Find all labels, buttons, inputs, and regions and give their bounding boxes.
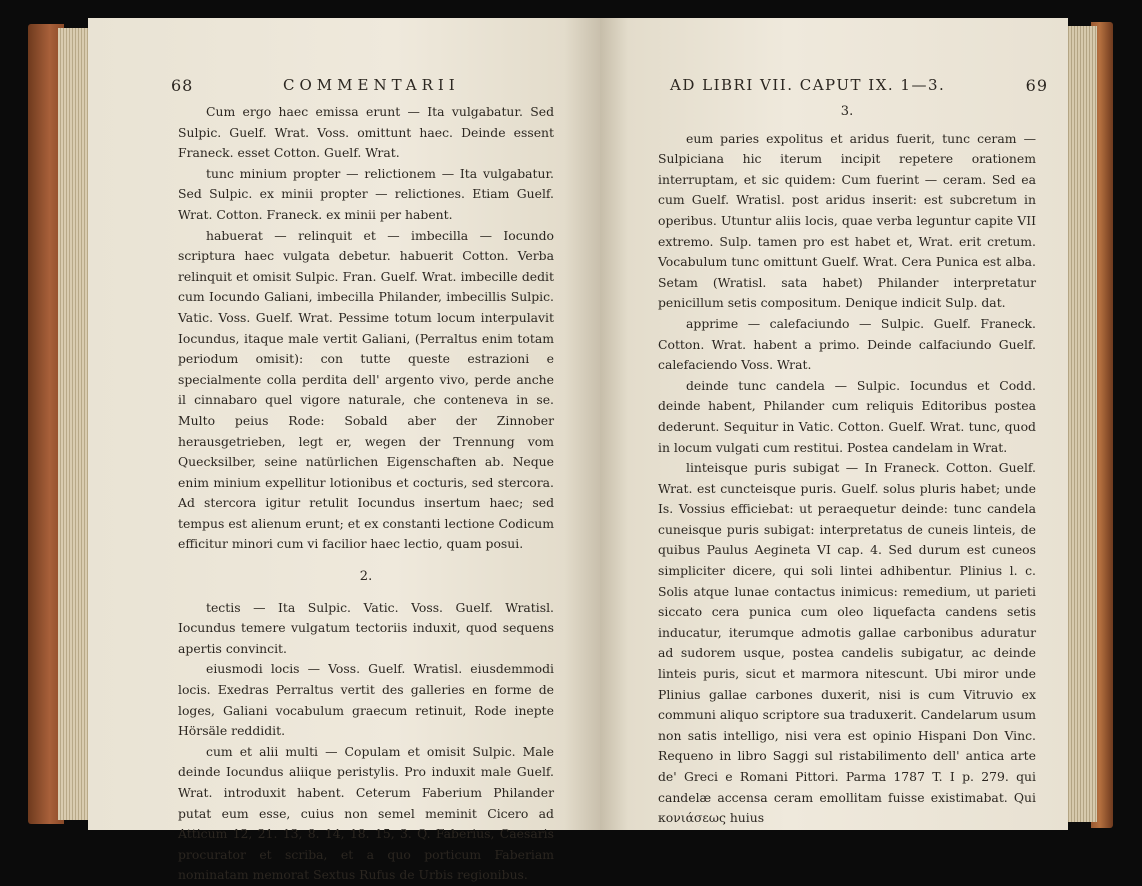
- right-page-text: [658, 102, 1036, 829]
- paragraph: cum et alii multi — Copulam et omisit Sulpic. Male deinde Iocundus aliique peristylis. Pro induxit male Guelf. Wrat. introduxit habent. Ceterum Faberium Philander putat eum esse, cuius non semel meminit Cicero ad Atticum 12, 21. 13, 8. 14, 18. 15, 3. Q. Faberius, Caesaris procurator et scriba, et a quo porticum Faberiam nominatam memorat Sextus Rufus de Urbis regionibus.: [178, 743, 554, 883]
- left-running-title: COMMENTARII: [283, 76, 460, 94]
- section-number: 2.: [359, 569, 373, 585]
- paragraph: linteisque puris subigat — In Franeck. Cotton. Guelf. Wrat. est cuncteisque puris. Guelf. solus pluris habet; unde Is. Vossius efficiebat: ut peraequetur deinde: tunc candela cuneisque puris subigat: interpretatus de cuneis linteis, de quibus Paulus Aegineta VI cap. 4. Sed durum est cuneos simpliciter dicere, qui soli lintei adhibentur. Plinius l. c. Solis atque lunae contactus inimicus: remedium, ut parieti siccato cera punica cum oleo liquefacta candens setis inducatur, iterumque admotis gallae carbonibus aduratur ad sudorem usque, postea candelis subigatur, ac deinde linteis puris, sicut et marmora nitescunt. Ubi miror unde Plinius gallae carbones duxerit, nisi is cum Vitruvio ex communi aliquo scriptore sua traduxerit. Candelarum usum non satis intelligo, nisi vera est opinio Hispani Don Vinc. Requeno in libro Saggi sul ristabilimento dell' antica arte de' Greci e Romani Pittori. Parma 1787 T. I p. 279. qui candelæ accensa ceram emollitam fuisse existimabat. Qui κονιάσεως huius: [658, 460, 1036, 826]
- paragraph: apprime — calefaciundo — Sulpic. Guelf. Franeck. Cotton. Wrat. habent a primo. Deinde calfaciundo Guelf. calefaciendo Voss. Wrat.: [658, 315, 1036, 373]
- paragraph: Cum ergo haec emissa erunt — Ita vulgabatur. Sed Sulpic. Guelf. Wrat. Voss. omittunt haec. Deinde essent Franeck. esset Cotton. Guelf. Wrat.: [178, 104, 554, 161]
- section-number: 3.: [840, 104, 854, 119]
- paragraph: tectis — Ita Sulpic. Vatic. Voss. Guelf. Wratisl. Iocundus temere vulgatum tectoriis induxit, quod sequens apertis convincit.: [178, 599, 554, 656]
- left-page-text: [178, 102, 554, 886]
- paragraph: habuerat — relinquit et — imbecilla — Iocundo scriptura haec vulgata debetur. habuerit Cotton. Verba relinquit et omisit Sulpic. Fran. Guelf. Wrat. imbecille dedit cum Iocundo Galiani, imbecilla Philander, imbecillis Sulpic. Vatic. Voss. Guelf. Wrat. Pessime totum locum interpulavit Iocundus, itaque male vertit Galiani, (Perraltus enim totam periodum omisit): con tutte queste estrazioni e specialmente colla perdita dell' argento vivo, perde anche il cinnabaro quel vigore naturale, che conteneva in se. Multo peius Rode: Sobald aber der Zinnober herausgetrieben, legt er, wegen der Trennung vom Quecksilber, seine natürlichen Eigenschaften ab. Neque enim minium expellitur lotionibus et cocturis, sed stercora. Ad stercora igitur retulit Iocundus insertum haec; sed tempus est alienum erunt; et ex constanti lectione Codicum efficitur minori cum vi facilior haec lectio, quam posui.: [178, 227, 554, 552]
- left-page-number: 68: [171, 76, 194, 95]
- paragraph: deinde tunc candela — Sulpic. Iocundus et Codd. deinde habent, Philander cum reliquis Editoribus postea dederunt. Sequitur in Vatic. Cotton. Guelf. Wrat. tunc, quod in locum vulgati cum restitui. Postea candelam in Wrat.: [658, 377, 1036, 455]
- page-edges-left: [58, 28, 88, 820]
- left-running-head: [171, 76, 561, 95]
- paragraph: tunc minium propter — relictionem — Ita vulgabatur. Sed Sulpic. ex minii propter — relictiones. Etiam Guelf. Wrat. Cotton. Franeck. ex minii per habent.: [178, 165, 554, 222]
- right-running-head: [670, 76, 1050, 94]
- paragraph: eum paries expolitus et aridus fuerit, tunc ceram — Sulpiciana hic iterum incipit repetere orationem interruptam, et sic quidem: Cum fuerint — ceram. Sed ea cum Guelf. Wratisl. post aridus inserit: est subcretum in operibus. Utuntur aliis locis, quae verba leguntur capite VII extremo. Sulp. tamen pro est habet et, Wrat. erit cretum. Vocabulum tunc omittunt Guelf. Wrat. Cera Punica est alba. Setam (Wratisl. sata habet) Philander interpretatur penicillum setis compositum. Denique indicit Sulp. dat.: [658, 130, 1036, 311]
- right-page: [600, 18, 1068, 830]
- open-book: [28, 14, 1113, 883]
- left-page: [88, 18, 600, 883]
- right-page-number: 69: [1025, 76, 1048, 95]
- paragraph: eiusmodi locis — Voss. Guelf. Wratisl. eiusdemmodi locis. Exedras Perraltus vertit des galleries en forme de loges, Galiani vocabulum graecum retinuit, Rode inepte Hörsäle reddidit.: [178, 661, 554, 739]
- right-running-title: AD LIBRI VII. CAPUT IX. 1—3.: [670, 76, 946, 94]
